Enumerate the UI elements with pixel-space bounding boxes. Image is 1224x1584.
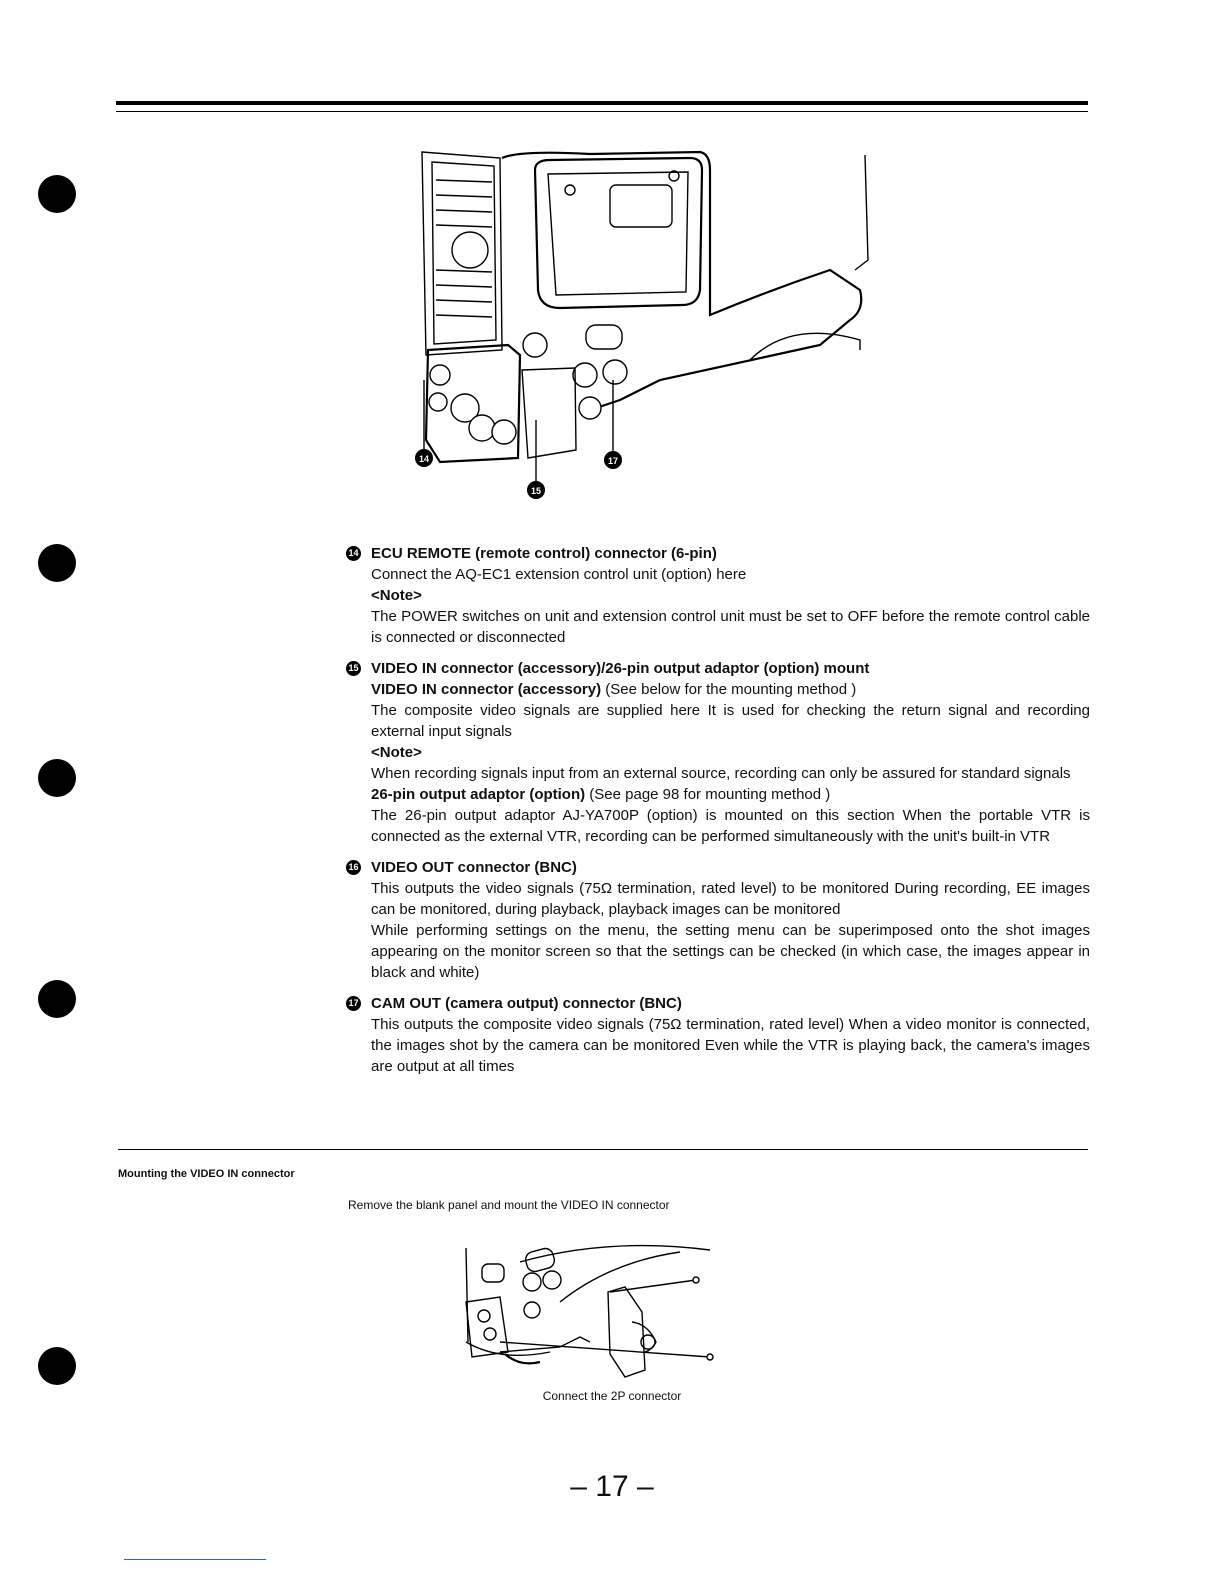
- mounting-illustration: [460, 1242, 730, 1382]
- paragraph: The composite video signals are supplied here It is used for checking the return signal and recording external input signals: [371, 702, 1090, 740]
- subheading: [371, 679, 1090, 700]
- note-label: <Note>: [371, 587, 422, 604]
- title-rest: (remote control) connector (6-pin): [471, 545, 717, 562]
- item-video-in: [346, 658, 1090, 847]
- subheading-rest: (See below for the mounting method ): [601, 681, 857, 698]
- bottom-link-rule: [124, 1559, 266, 1560]
- paragraph: This outputs the video signals (75Ω termination, rated level) to be monitored During recording, EE images can be monitored, during playback, playback images can be monitored: [371, 880, 1090, 918]
- binder-hole-1: [38, 175, 76, 213]
- paragraph: Connect the AQ-EC1 extension control unit (option) here: [371, 566, 747, 583]
- binder-hole-2: [38, 544, 76, 582]
- item-cam-out: [346, 993, 1090, 1077]
- binder-hole-3: [38, 759, 76, 797]
- binder-hole-5: [38, 1347, 76, 1385]
- item-title: VIDEO IN connector (accessory)/26-pin output adaptor (option) mount: [371, 660, 870, 677]
- title-bold: CAM OUT: [371, 995, 441, 1012]
- header-rule-thick: [116, 101, 1088, 105]
- subheading-bold: VIDEO IN connector (accessory): [371, 681, 602, 698]
- paragraph: This outputs the composite video signals (75Ω termination, rated level) When a video monitor is connected, the images shot by the camera can be monitored Even while the VTR is playing back, the camera's images are output at all times: [371, 1016, 1090, 1075]
- mounting-instruction: Remove the blank panel and mount the VIDEO IN connector: [348, 1198, 670, 1212]
- paragraph: While performing settings on the menu, the setting menu can be superimposed onto the shot images appearing on the monitor screen so that the settings can be checked (in which case, the images appear in black and white): [371, 922, 1090, 981]
- subheading-rest: (See page 98 for mounting method ): [585, 786, 831, 803]
- paragraph: When recording signals input from an external source, recording can only be assured for standard signals: [371, 765, 1071, 782]
- title-rest: (camera output) connector (BNC): [441, 995, 682, 1012]
- paragraph: The POWER switches on unit and extension control unit must be set to OFF before the remote control cable is connected or disconnected: [371, 608, 1090, 646]
- title-rest: connector (BNC): [453, 859, 577, 876]
- header-rule-thin: [116, 111, 1088, 112]
- callout-15: 15: [530, 486, 542, 496]
- section-separator: [118, 1149, 1088, 1150]
- item-title: [371, 993, 1090, 1014]
- mounting-caption: Connect the 2P connector: [542, 1389, 682, 1403]
- paragraph: The 26-pin output adaptor AJ-YA700P (option) is mounted on this section When the portable VTR is connected as the external VTR, recording can be performed simultaneously with the unit's built-in VTR: [371, 807, 1090, 845]
- binder-hole-4: [38, 980, 76, 1018]
- item-title: [371, 857, 1090, 878]
- title-bold: VIDEO OUT: [371, 859, 454, 876]
- page-number: – 17 –: [570, 1470, 654, 1503]
- connector-descriptions: [346, 543, 1090, 1087]
- subheading-bold: 26-pin output adaptor (option): [371, 786, 586, 803]
- callout-17: 17: [607, 456, 619, 466]
- mounting-heading: Mounting the VIDEO IN connector: [118, 1168, 295, 1180]
- note-label: <Note>: [371, 744, 422, 761]
- item-number-badge: 16: [346, 860, 361, 875]
- item-ecu-remote: [346, 543, 1090, 648]
- item-title: [371, 543, 1090, 564]
- subheading: [371, 784, 1090, 805]
- title-bold: ECU REMOTE: [371, 545, 472, 562]
- item-number-badge: 14: [346, 546, 361, 561]
- camera-side-illustration: [410, 140, 880, 510]
- item-number-badge: 17: [346, 996, 361, 1011]
- callout-14: 14: [418, 454, 430, 464]
- item-video-out: [346, 857, 1090, 983]
- item-number-badge: 15: [346, 661, 361, 676]
